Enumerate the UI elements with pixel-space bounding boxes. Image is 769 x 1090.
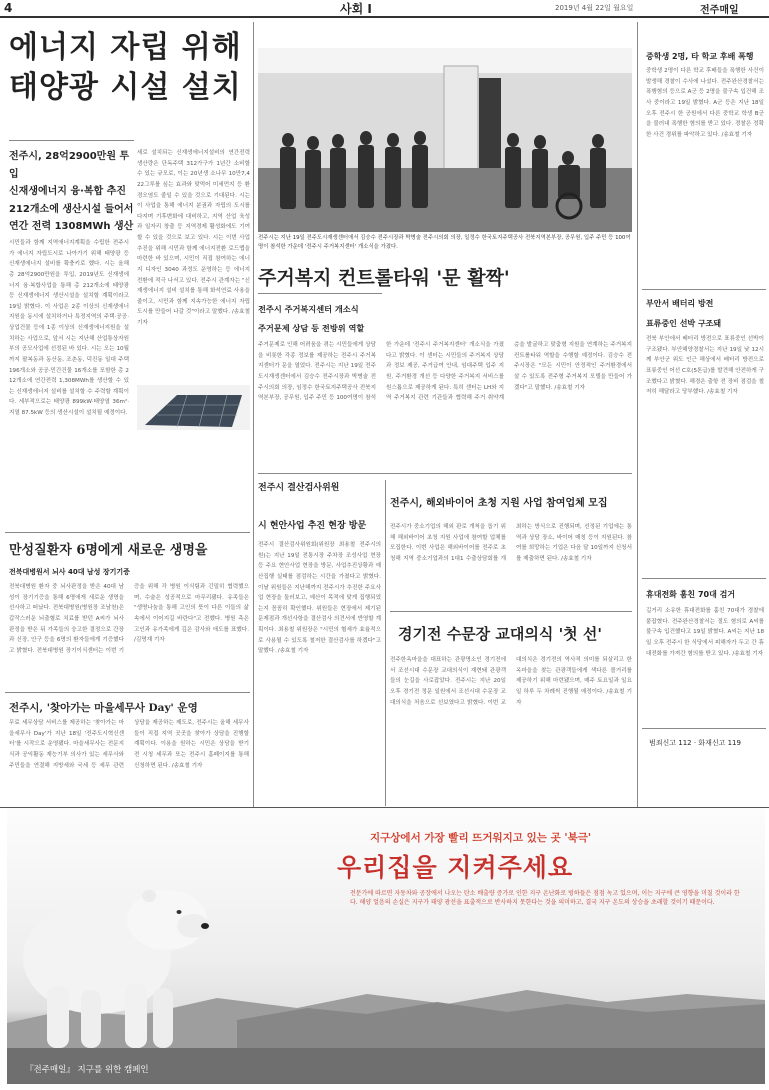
right-body-1: 중학생 2명이 다른 학교 후배들을 폭행한 사건이 발생해 경찰이 수사에 나섰다. 전주완산경찰서는 폭행혐의 등으로 A군 등 2명을 불구속 입건해 조사 중이라고 19일 밝혔다. A군 등은 지난 18일 오후 전주시 한 공원에서 다른 중학교 학생 B군을 불러내 폭행한 혐의를 받고 있다. 경찰은 정확한 사건 경위를 파악하고 있다. /송효철 기자 bbox=[646, 68, 764, 138]
housing-sub-1: 전주시 주거복지센터 개소식 bbox=[258, 304, 359, 314]
climate-campaign-ad bbox=[7, 808, 765, 1084]
right-body-2: 전북 부안에서 배터리 방전으로 표류중인 선박이 구조됐다. 부안해양경찰서는 지난 19일 낮 12시께 부안군 위도 인근 해상에서 배터리 방전으로 표류중인 어선 C호(5톤급)를 발견해 안전하게 구조했다고 밝혔다. 해경은 출항 전 장비 점검을 철저히 해달라고 당부했다. /송효철 기자 bbox=[646, 336, 764, 396]
divider bbox=[9, 140, 134, 141]
ad-title: 우리집을 지켜주세요 bbox=[337, 853, 574, 882]
divider bbox=[642, 728, 766, 729]
housing-photo-caption: 전주시는 지난 19일 전주도시재생센터에서 김승수 전주시장과 박병술 전주시의회 의장, 일정수 한국토지주택공사 전북지역본부장, 공무원, 입주 주민 등 100여명이 참석한 가운데 '전주시 주거복지센터' 개소식을 가졌다. bbox=[258, 235, 631, 250]
emergency-numbers: 범죄신고 112 · 화재신고 119 bbox=[649, 739, 741, 747]
paper-name: 전주매일 bbox=[700, 5, 739, 16]
page-header bbox=[0, 0, 769, 18]
divider bbox=[5, 532, 250, 533]
divider bbox=[5, 692, 250, 693]
housing-center-photo bbox=[258, 48, 632, 232]
tax-headline: 전주시, '찾아가는 마을세무사 Day' 운영 bbox=[9, 702, 198, 714]
housing-body: 주거문제로 인해 어려움을 겪는 시민들에게 상담을 비롯한 각종 정보를 제공하는 전주시 주거복지센터가 문을 열었다. 전주시는 지난 19일 전주도시재생센터에서 김승수 전주시장과 박병술 전주시의회 의장, 임정수 한국토지주택공사 전북지역본부장, 공무원, 입주 주민 등 100여명이 참석한 가운데 '전주시 주거복지센터' 개소식을 가졌다고 밝혔다. 이 센터는 시민들의 주거복지 상담과 정보 제공, 주거급여 안내, 임대주택 입주 지원, 주거환경 개선 등 다양한 주거복지 서비스를 원스톱으로 제공하게 된다. 특히 센터는 LH와 지역 주거복지 관련 기관들과 협력해 주거 취약계층을 발굴하고 맞춤형 지원을 연계하는 주거복지 컨트롤타워 역할을 수행할 예정이다. 김승수 전주시장은 "모든 시민이 안정적인 주거환경에서 살 수 있도록 전주형 주거복지 모델을 만들어 가겠다"고 말했다. /송효철 기자 bbox=[258, 342, 632, 402]
right-headline-3: 휴대전화 훔친 70대 검거 bbox=[646, 590, 736, 599]
divider bbox=[385, 480, 386, 806]
settlement-subhead: 시 현안사업 추진 현장 방문 bbox=[258, 521, 367, 531]
page-number: 4 bbox=[4, 1, 13, 15]
lead-headline-1: 에너지 자립 위해 bbox=[9, 30, 242, 65]
lead-sub-4: 연간 전력 1308MWh 생산 bbox=[9, 221, 134, 232]
ceremony-body: 전주한옥마을을 대표하는 관광명소인 경기전에서 조선시대 수문장 교대의식이 재현돼 관광객들의 눈길을 사로잡았다. 전주시는 지난 20일 오후 경기전 정문 일원에서 조선시대 수문장 교대의식을 처음으로 선보였다고 밝혔다. 이번 교대의식은 경기전의 역사적 의미를 되살리고 한옥마을을 찾는 관광객들에게 색다른 볼거리를 제공하기 위해 마련됐으며, 매주 토요일과 일요일 하루 두 차례씩 진행될 예정이다. /송효철 기자 bbox=[390, 657, 632, 706]
divider bbox=[642, 578, 766, 579]
lead-headline-2: 태양광 시설 설치 bbox=[9, 70, 242, 105]
right-body-3: 길거리 소유한 휴대전화를 훔친 70대가 경찰에 붙잡혔다. 전주완산경찰서는 절도 혐의로 A씨를 불구속 입건했다고 19일 밝혔다. A씨는 지난 18일 오후 전주시 한 식당에서 피해자가 두고 간 휴대전화를 가져간 혐의를 받고 있다. /송효철 기자 bbox=[646, 608, 764, 657]
ad-footer: 『전주매일』 지구를 위한 캠페인 bbox=[25, 1065, 149, 1075]
housing-headline: 주거복지 컨트롤타워 '문 활짝' bbox=[258, 267, 510, 289]
settlement-headline: 전주시 결산검사위원 bbox=[258, 483, 340, 493]
solar-panel-photo bbox=[137, 385, 250, 430]
ad-tagline: 지구상에서 가장 빨리 뜨거워지고 있는 곳 '북극' bbox=[370, 832, 592, 844]
donation-body: 전북대병원 환자 중 뇌사판정을 받은 40대 남성이 장기기증을 통해 6명에게 새로운 생명을 선사하고 떠났다. 전북대병원(병원장 조남천)은 갑작스러운 뇌출혈로 치료를 받던 A씨가 뇌사판정을 받은 뒤 가족들의 숭고한 결정으로 간장과 신장, 안구 등을 6명의 환자들에게 기증했다고 밝혔다. 전북대병원 장기이식센터는 이번 기증을 위해 각 병원 이식팀과 긴밀히 협력했으며, 수술은 성공적으로 마무리됐다. 유족들은 "생명나눔을 통해 고인의 뜻이 다른 이들의 삶 속에서 이어지길 바란다"고 전했다. 병원 측은 고인과 유가족에게 깊은 감사와 애도를 표했다. /김명재 기자 bbox=[9, 584, 249, 654]
donation-subhead: 전북대병원서 뇌사 40대 남성 장기기증 bbox=[9, 568, 130, 576]
tax-body: 무료 세무상담 서비스를 제공하는 '찾아가는 마을세무사 Day'가 지난 18일 '전주도시혁신센터'를 시작으로 운영됐다. 마을세무사는 전문지식과 공익활동 재능기부 의사가 있는 세무사와 주민들을 연결해 지방세와 국세 등 세무 관련 상담을 제공하는 제도로, 전주시는 올해 세무사들이 직접 지역 곳곳을 찾아가 상담을 진행할 계획이다. 이용을 원하는 시민은 상담을 받기 전 시청 세무과 또는 전주시 홈페이지를 통해 신청하면 된다. /송효철 기자 bbox=[9, 720, 249, 769]
lead-sub-3: 212개소에 생산시설 들어서 bbox=[9, 203, 134, 215]
right-headline-2: 부안서 배터리 방전 bbox=[646, 299, 714, 308]
housing-sub-2: 주거문제 상담 등 전방위 역할 bbox=[258, 322, 365, 333]
buyer-headline: 전주시, 해외바이어 초청 지원 사업 참여업체 모집 bbox=[390, 498, 608, 509]
settlement-body: 전주시 결산검사위원회(위원장 최용철 전주시의원)는 지난 19일 전통시장 주차장 조성사업 현장 등 주요 현안사업 현장을 방문, 사업추진상황과 예산집행 실태를 점검하는 시간을 가졌다고 밝혔다. 이날 위원들은 지난해까지 전주시가 추진한 주요사업 현장을 둘러보고, 예산이 목적에 맞게 집행되었는지 꼼꼼히 확인했다. 위원들은 현장에서 제기된 문제점과 개선사항을 결산검사 의견서에 반영할 계획이다. 최용철 위원장은 "시민의 혈세가 효율적으로 사용될 수 있도록 철저한 결산검사를 하겠다"고 말했다. /송효철 기자 bbox=[258, 542, 381, 655]
lead-body-1: 시민들과 함께 지역에너지계획을 수립한 전주시가 에너지 자립도시로 나아가기 위해 태양광 등 신재생에너지 설비를 확충키로 했다. 시는 올해 총 28억2900만원을 투입, 2019년도 신재생에너지 융·복합사업을 통해 총 212개소에 태양광 등 신재생에너지 생산시설을 설치할 계획이라고 19일 밝혔다. 이 사업은 2종 이상의 신재생에너지원을 동시에 설치하거나 특정지역의 주택·공공·상업건물 등에 1종 이상의 신재생에너지원을 설치하는 사업으로, 앞서 시는 지난해 산업통상자원부의 공모사업에 선정된 바 있다. 시는 오는 10월까지 팔복동과 동산동, 조촌동, 덕진동 일대 주택 196개소와 공공·민간건물 16개소를 포함한 총 212개소에 연간전력 1,308MWh를 생산할 수 있는 신재생에너지 설비를 설치할 수 주력할 계획이다. 세부적으로는 태양광 899kW·태양열 36m²·지열 87.5kW 등의 생산시설이 설치될 예정이다. bbox=[9, 240, 129, 416]
section-title: 사회 I bbox=[340, 2, 372, 16]
divider bbox=[258, 293, 382, 294]
divider bbox=[637, 22, 638, 808]
lead-sub-2: 신재생에너지 융·복합 추진 bbox=[9, 186, 127, 197]
divider bbox=[642, 289, 766, 290]
housing-subheads bbox=[258, 300, 364, 338]
buyer-body: 전주시가 중소기업의 해외 판로 개척을 돕기 위해 해외바이어 초청 지원 사업에 참여할 업체를 모집한다. 이번 사업은 해외바이어를 전주로 초청해 지역 중소기업과의 1대1 수출상담회를 개최하는 방식으로 진행되며, 선정된 기업에는 통역과 상담 장소, 바이어 매칭 등이 지원된다. 참여를 희망하는 기업은 다음 달 10일까지 신청서를 제출하면 된다. /송효철 기자 bbox=[390, 524, 632, 562]
ad-description: 전문가에 따르면 자동차와 공장에서 나오는 탄소 배출량 증가로 인한 지구 온난화로 빙하들은 점점 녹고 있으며, 이는 지구에 큰 영향을 미칠 것이라 한다. 해양 얼음의 손실은 지구가 태양 광선을 표출적으로 반사하지 못한다는 것을 의미하고, 결국 지구 온도의 상승을 초래할 것이기 때문이다. bbox=[350, 890, 740, 907]
lead-sub-1: 전주시, 28억2900만원 투입 bbox=[9, 151, 130, 180]
right-headline-1: 중학생 2명, 타 학교 후배 폭행 bbox=[646, 52, 754, 61]
divider bbox=[258, 473, 632, 474]
right-headline-2b: 표류중인 선박 구조돼 bbox=[646, 319, 722, 328]
lead-subheads bbox=[9, 148, 137, 236]
lead-body-2: 세로 설치되는 신재생에너지설비의 연간전력생산량은 단독주택 312가구가 1년간 소비할 수 있는 규모로, 이는 20년생 소나무 10만7,422그루를 심는 효과와 맞먹어 미세먼지 등 환경오염도 줄일 수 있을 것으로 기대된다. 시는 이 사업을 통해 에너지 분권과 자립의 도시를 다지며 기후변화에 대비하고, 지역 산업 육성과 일자리 창출 등 지역경제 활성화에도 기여할 수 있을 것으로 보고 있다. 시는 이번 사업 추진을 위해 시민과 함께 에너지전환 로드맵을 마련한 바 있으며, 시민이 직접 참여하는 에너지 디자인 3040 과정도 운영하는 등 에너지 전환에 적극 나서고 있다. 전주시 관계자는 "신재생에너지 설비 설치를 통해 화석연료 사용을 줄이고, 시민과 함께 지속가능한 에너지 자립도시를 만들어 나갈 것"이라고 말했다. /송효철 기자 bbox=[137, 150, 250, 326]
donation-headline: 만성질환자 6명에게 새로운 생명을 bbox=[9, 543, 208, 558]
issue-date: 2019년 4월 22일 월요일 bbox=[555, 4, 634, 12]
ceremony-headline: 경기전 수문장 교대의식 '첫 선' bbox=[398, 625, 602, 643]
divider bbox=[390, 611, 632, 612]
divider bbox=[253, 22, 254, 808]
